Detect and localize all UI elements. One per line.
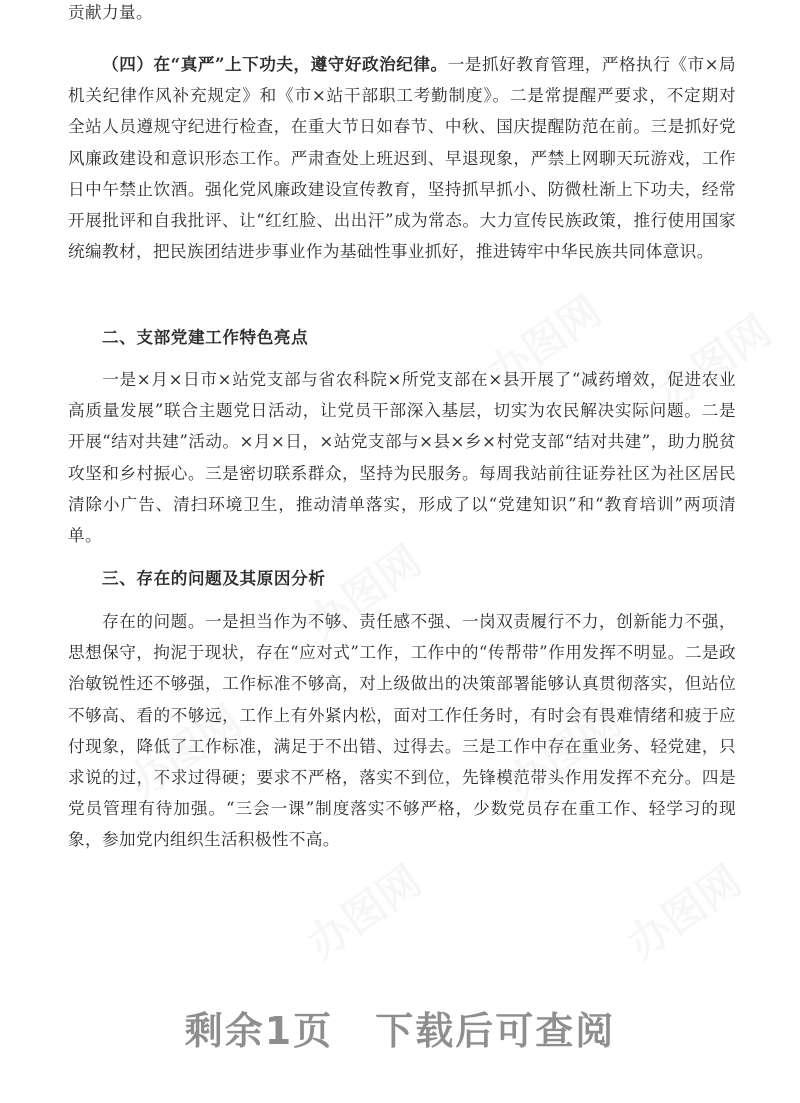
heading-two bbox=[68, 322, 736, 352]
section-two-body: 一是×月×日市×站党支部与省农科院×所党支部在×县开展了“减药增效，促进农业高质量发展”联合主题党日活动，让党员干部深入基层，切实为农民解决实际问题。二是开展“结对共建”活动。×月×日，×站党支部与×县×乡×村党支部“结对共建”，助力脱贫攻坚和乡村振心。三是密切联系群众，坚持为民服务。每周我站前往证券社区为社区居民清除小广告、清扫环境卫生，推动清单落实，形成了以“党建知识”和“教育培训”两项清单。 bbox=[68, 370, 736, 546]
continuation-text bbox=[68, 0, 736, 28]
heading-three bbox=[68, 563, 736, 593]
watermark: 办图网 bbox=[118, 695, 251, 809]
watermark: 办图网 bbox=[478, 285, 611, 399]
heading-two-text: 二、支部党建工作特色亮点 bbox=[102, 327, 309, 347]
watermark: 办图网 bbox=[298, 855, 431, 969]
section-two-paragraph bbox=[68, 364, 736, 551]
section-three-body: 存在的问题。一是担当作为不够、责任感不强、一岗双责履行不力，创新能力不强，思想保守，拘泥于现状，存在“应对式”工作，工作中的“传帮带”作用发挥不明显。二是政治敏锐性还不够强，工作标准不够高，对上级做出的决策部署能够认真贯彻落实，但站位不够高、看的不够远，工作上有外紧内松，面对工作任务时，有时会有畏难情绪和疲于应付现象，降低了工作标准，满足于不出错、过得去。三是工作中存在重业务、轻党建，只求说的过，不求过得硬；要求不严格，落实不到位，先锋模范带头作用发挥不充分。四是党员管理有待加强。“三会一课”制度落实不够严格，少数党员存在重工作、轻学习的现象，参加党内组织生活积极性不高。 bbox=[68, 612, 736, 850]
watermark: 办图网 bbox=[648, 305, 781, 419]
download-to-view-text: 下载后可查阅 bbox=[375, 1009, 616, 1053]
download-banner[interactable] bbox=[0, 1000, 800, 1055]
section-three-paragraph bbox=[68, 606, 736, 856]
continuation-line: 贡献力量。 bbox=[68, 3, 153, 22]
section-four-body: 一是抓好教育管理，严格执行《市×局机关纪律作风补充规定》和《市×站干部职工考勤制度》。二是常提醒严要求，不定期对全站人员遵规守纪进行检查，在重大节日如春节、中秋、国庆提醒防范在前。三是抓好党风廉政建设和意识形态工作。严肃查处上班迟到、早退现象，严禁上网聊天玩游戏，工作日中午禁止饮酒。强化党风廉政建设宣传教育，坚持抓早抓小、防微杜渐上下功夫，经常开展批评和自我批评、让“红红脸、出出汗”成为常态。大力宣传民族政策，推行使用国家统编教材，把民族团结进步事业作为基础性事业抓好，推进铸牢中华民族共同体意识。 bbox=[68, 55, 737, 262]
watermark: 办图网 bbox=[298, 535, 431, 649]
section-four-title: （四）在“真严”上下功夫，遵守好政治纪律。 bbox=[102, 54, 448, 74]
heading-three-text: 三、存在的问题及其原因分析 bbox=[102, 568, 326, 588]
remaining-pages-text: 剩余1页 bbox=[184, 1009, 334, 1053]
watermark: 办图网 bbox=[498, 695, 631, 809]
watermark: 办图网 bbox=[618, 855, 751, 969]
section-four-paragraph bbox=[68, 49, 736, 267]
